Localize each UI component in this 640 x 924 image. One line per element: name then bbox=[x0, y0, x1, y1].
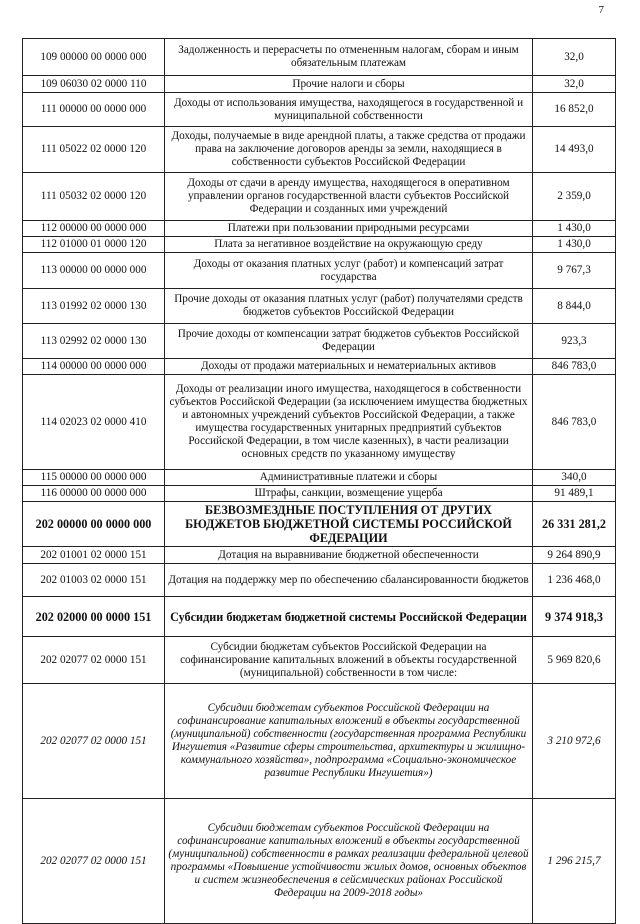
revenue-description: Доходы от сдачи в аренду имущества, находящегося в оперативном управлении органов государственной власти субъектов Российской Федерации и созданных ими учреждений bbox=[165, 173, 533, 221]
budget-classification-code: 202 02077 02 0000 151 bbox=[23, 799, 165, 924]
amount-value: 32,0 bbox=[533, 39, 616, 76]
amount-value: 5 969 820,6 bbox=[533, 637, 616, 684]
amount-value: 8 844,0 bbox=[533, 289, 616, 324]
revenue-description: Плата за негативное воздействие на окружающую среду bbox=[165, 237, 533, 253]
revenue-description: Субсидии бюджетам субъектов Российской Федерации на софинансирование капитальных вложений в объекты государственной (муниципальной) собственности (государственная программа Республики Ингушетия «Развитие сферы строительства, архитектуры и жилищно-коммунального хозяйства», подпрограмма «Социально-экономическое развитие Республики Ингушетия») bbox=[165, 684, 533, 799]
amount-value: 340,0 bbox=[533, 470, 616, 486]
amount-value: 846 783,0 bbox=[533, 359, 616, 375]
budget-classification-code: 116 00000 00 0000 000 bbox=[23, 486, 165, 502]
budget-classification-code: 113 00000 00 0000 000 bbox=[23, 253, 165, 289]
revenue-description: Задолженность и перерасчеты по отмененным налогам, сборам и иным обязательным платежам bbox=[165, 39, 533, 76]
revenue-description: Субсидии бюджетам субъектов Российской Федерации на софинансирование капитальных вложений в объекты государственной (муниципальной) собственности в том числе: bbox=[165, 637, 533, 684]
budget-classification-code: 111 00000 00 0000 000 bbox=[23, 93, 165, 127]
budget-classification-code: 114 02023 02 0000 410 bbox=[23, 375, 165, 470]
table-row bbox=[23, 547, 616, 564]
table-row bbox=[23, 324, 616, 359]
revenue-description: Прочие доходы от оказания платных услуг (работ) получателями средств бюджетов субъектов Российской Федерации bbox=[165, 289, 533, 324]
table-row bbox=[23, 237, 616, 253]
revenue-description: Доходы, получаемые в виде арендной платы, а также средства от продажи права на заключение договоров аренды за земли, находящиеся в собственности субъектов Российской Федерации bbox=[165, 127, 533, 173]
amount-value: 9 264 890,9 bbox=[533, 547, 616, 564]
table-row bbox=[23, 470, 616, 486]
revenue-description: Прочие доходы от компенсации затрат бюджетов субъектов Российской Федерации bbox=[165, 324, 533, 359]
revenue-description: Дотация на выравнивание бюджетной обеспеченности bbox=[165, 547, 533, 564]
amount-value: 1 430,0 bbox=[533, 221, 616, 237]
revenue-description: Административные платежи и сборы bbox=[165, 470, 533, 486]
revenue-description: Доходы от продажи материальных и нематериальных активов bbox=[165, 359, 533, 375]
budget-classification-code: 202 02077 02 0000 151 bbox=[23, 684, 165, 799]
table-row bbox=[23, 637, 616, 684]
revenue-description: Штрафы, санкции, возмещение ущерба bbox=[165, 486, 533, 502]
revenue-description: Прочие налоги и сборы bbox=[165, 76, 533, 93]
budget-classification-code: 202 01001 02 0000 151 bbox=[23, 547, 165, 564]
budget-classification-code: 113 01992 02 0000 130 bbox=[23, 289, 165, 324]
budget-classification-code: 112 00000 00 0000 000 bbox=[23, 221, 165, 237]
table-row bbox=[23, 375, 616, 470]
table-row bbox=[23, 502, 616, 547]
amount-value: 1 236 468,0 bbox=[533, 564, 616, 597]
revenue-description: Доходы от оказания платных услуг (работ) и компенсаций затрат государства bbox=[165, 253, 533, 289]
budget-classification-code: 202 02077 02 0000 151 bbox=[23, 637, 165, 684]
budget-classification-code: 113 02992 02 0000 130 bbox=[23, 324, 165, 359]
revenue-description: Субсидии бюджетам субъектов Российской Федерации на софинансирование капитальных вложений в объекты государственной (муниципальной) собственности в рамках реализации федеральной целевой программы «Повышение устойчивости жилых домов, основных объектов и систем жизнеобеспечения в сейсмических районах Российской Федерации на 2009-2018 годы» bbox=[165, 799, 533, 924]
table-row bbox=[23, 289, 616, 324]
amount-value: 2 359,0 bbox=[533, 173, 616, 221]
amount-value: 32,0 bbox=[533, 76, 616, 93]
table-row bbox=[23, 127, 616, 173]
amount-value: 846 783,0 bbox=[533, 375, 616, 470]
table-row bbox=[23, 173, 616, 221]
budget-classification-code: 202 02000 00 0000 151 bbox=[23, 597, 165, 637]
amount-value: 14 493,0 bbox=[533, 127, 616, 173]
budget-classification-code: 112 01000 01 0000 120 bbox=[23, 237, 165, 253]
page-number: 7 bbox=[598, 4, 604, 16]
budget-classification-code: 109 00000 00 0000 000 bbox=[23, 39, 165, 76]
budget-classification-code: 202 00000 00 0000 000 bbox=[23, 502, 165, 547]
amount-value: 9 767,3 bbox=[533, 253, 616, 289]
revenue-description: Субсидии бюджетам бюджетной системы Российской Федерации bbox=[165, 597, 533, 637]
table-row bbox=[23, 597, 616, 637]
revenue-description: Доходы от реализации иного имущества, находящегося в собственности субъектов Российской Федерации (за исключением имущества бюджетных и автономных учреждений субъектов Российской Федерации, а также имущества государственных унитарных предприятий субъектов Российской Федерации, в том числе казенных), в части реализации основных средств по указанному имуществу bbox=[165, 375, 533, 470]
amount-value: 26 331 281,2 bbox=[533, 502, 616, 547]
table-row bbox=[23, 93, 616, 127]
table-row bbox=[23, 486, 616, 502]
table-row bbox=[23, 76, 616, 93]
revenue-description: Платежи при пользовании природными ресурсами bbox=[165, 221, 533, 237]
budget-classification-code: 109 06030 02 0000 110 bbox=[23, 76, 165, 93]
budget-classification-code: 111 05022 02 0000 120 bbox=[23, 127, 165, 173]
amount-value: 16 852,0 bbox=[533, 93, 616, 127]
budget-classification-code: 111 05032 02 0000 120 bbox=[23, 173, 165, 221]
table-row bbox=[23, 684, 616, 799]
amount-value: 9 374 918,3 bbox=[533, 597, 616, 637]
table-row bbox=[23, 564, 616, 597]
amount-value: 91 489,1 bbox=[533, 486, 616, 502]
amount-value: 3 210 972,6 bbox=[533, 684, 616, 799]
revenue-description: БЕЗВОЗМЕЗДНЫЕ ПОСТУПЛЕНИЯ ОТ ДРУГИХ БЮДЖЕТОВ БЮДЖЕТНОЙ СИСТЕМЫ РОССИЙСКОЙ ФЕДЕРАЦИИ bbox=[165, 502, 533, 547]
amount-value: 1 430,0 bbox=[533, 237, 616, 253]
revenue-description: Дотация на поддержку мер по обеспечению сбалансированности бюджетов bbox=[165, 564, 533, 597]
budget-classification-code: 114 00000 00 0000 000 bbox=[23, 359, 165, 375]
budget-classification-code: 115 00000 00 0000 000 bbox=[23, 470, 165, 486]
table-row bbox=[23, 253, 616, 289]
table-row bbox=[23, 221, 616, 237]
budget-classification-code: 202 01003 02 0000 151 bbox=[23, 564, 165, 597]
table-row bbox=[23, 359, 616, 375]
amount-value: 1 296 215,7 bbox=[533, 799, 616, 924]
amount-value: 923,3 bbox=[533, 324, 616, 359]
table-row bbox=[23, 39, 616, 76]
revenue-description: Доходы от использования имущества, находящегося в государственной и муниципальной собственности bbox=[165, 93, 533, 127]
budget-revenue-table bbox=[22, 38, 616, 924]
